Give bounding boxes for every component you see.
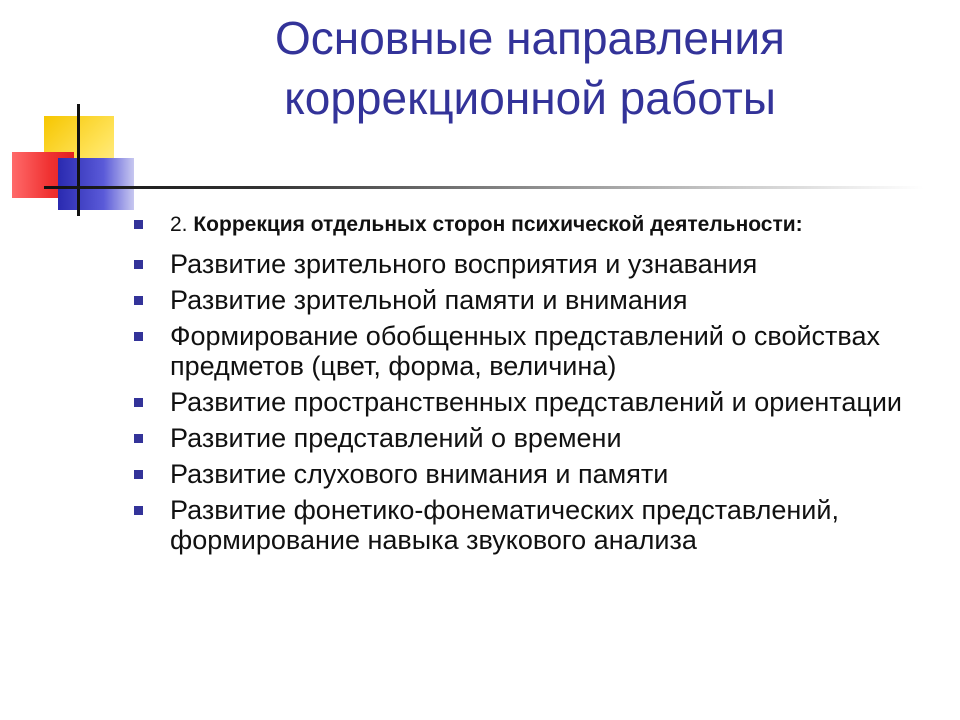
list-item-text: Развитие зрительного восприятия и узнавания — [170, 249, 758, 279]
decor-blue-square — [58, 158, 134, 210]
item-prefix: 2. — [170, 213, 194, 236]
list-item-text: Развитие пространственных представлений и ориентации — [170, 387, 903, 417]
slide-title — [140, 8, 920, 128]
bullet-square-icon — [134, 470, 143, 479]
bullet-list — [134, 212, 934, 561]
list-item-text: Развитие слухового внимания и памяти — [170, 459, 669, 489]
list-item — [134, 249, 934, 279]
bullet-square-icon — [134, 220, 143, 229]
list-item — [134, 387, 934, 417]
decor-vertical-line — [77, 104, 80, 216]
bullet-square-icon — [134, 434, 143, 443]
decor-horizontal-line — [44, 186, 924, 189]
list-item — [134, 495, 934, 555]
list-item — [134, 459, 934, 489]
bullet-square-icon — [134, 506, 143, 515]
item-bold-text: Коррекция отдельных сторон психической деятельности: — [193, 213, 803, 236]
title-line-2: коррекционной работы — [284, 72, 776, 124]
bullet-square-icon — [134, 332, 143, 341]
list-item-text: Формирование обобщенных представлений о свойствах предметов (цвет, форма, величина) — [170, 321, 880, 381]
list-item-text: Развитие фонетико-фонематических представлений, формирование навыка звукового анализа — [170, 495, 839, 555]
bullet-square-icon — [134, 260, 143, 269]
list-item-heading — [134, 212, 934, 237]
list-item-text: Развитие представлений о времени — [170, 423, 622, 453]
bullet-square-icon — [134, 296, 143, 305]
list-item — [134, 321, 934, 381]
title-line-1: Основные направления — [275, 12, 785, 64]
list-item-text: Развитие зрительной памяти и внимания — [170, 285, 688, 315]
bullet-square-icon — [134, 398, 143, 407]
list-item — [134, 423, 934, 453]
list-item — [134, 285, 934, 315]
